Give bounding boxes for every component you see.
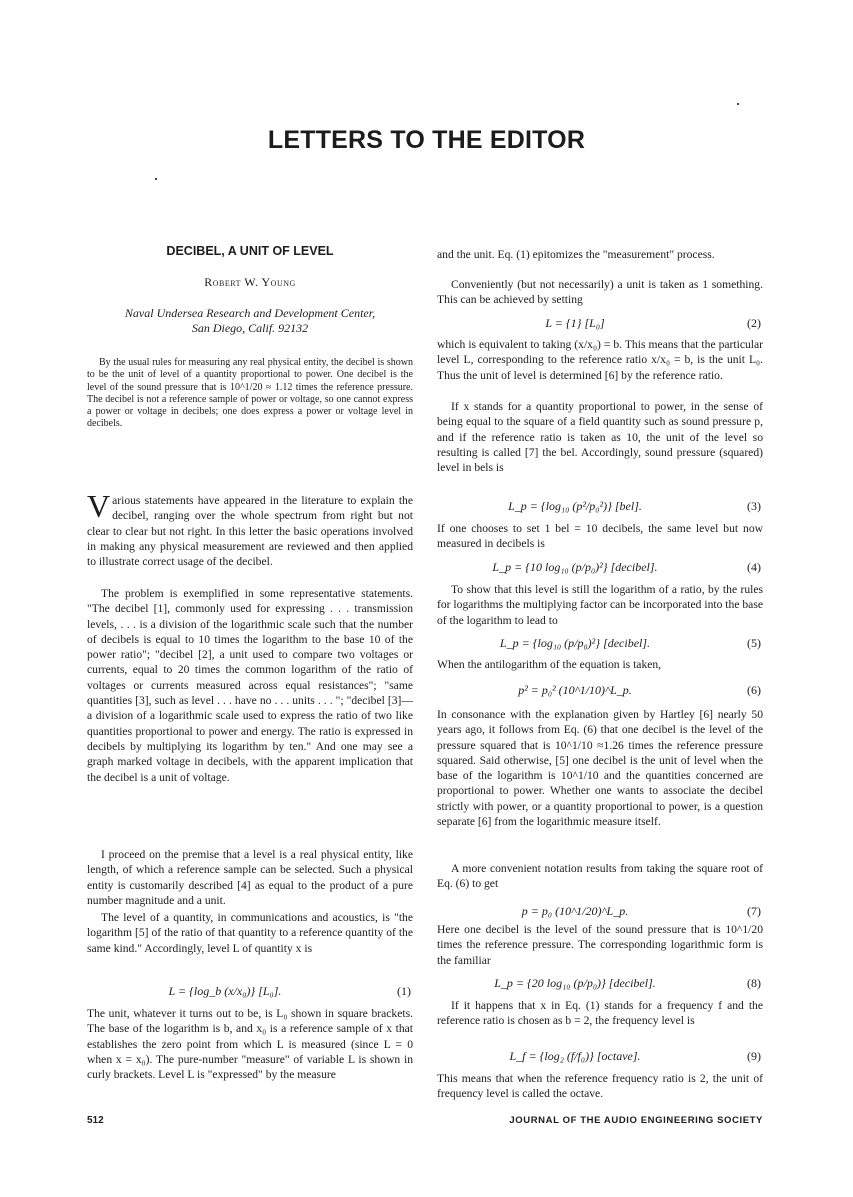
body-paragraph: The unit, whatever it turns out to be, is L₀ shown in square brackets. The base of the logarithm is b, and x₀ is a reference sample of x that establishes the zero point from which L is measured (since L = 0 when x = x₀). The pure-number "measure" of variable L is shown in curly brackets. Level L is "expressed" by the measure (87, 1007, 413, 1082)
page-number: 512 (87, 1115, 104, 1126)
body-paragraph: Here one decibel is the level of the sound pressure that is 10^1/20 times the reference pressure. The corresponding logarithmic form is the familiar (437, 923, 763, 967)
page-title: LETTERS TO THE EDITOR (267, 126, 586, 154)
body-paragraph: The level of a quantity, in communications and acoustics, is "the logarithm [5] of the ratio of that quantity to a reference quantity of the same kind." Accordingly, level L of quantity x is (87, 911, 413, 955)
equation-4 (437, 560, 763, 576)
equation-number: (4) (747, 560, 761, 574)
equation-number: (3) (747, 499, 761, 513)
body-paragraph: The problem is exemplified in some representative statements. "The decibel [1], commonly used for expressing . . . transmission levels, . . . is a division of the logarithmic scale such that the number of decibels is equal to 10 times the logarithm to the base 10 of the power ratio"; "decibel [2], a unit used to compare two voltages or currents, equal to 20 times the common logarithm of the ratio of voltages or currents measured across equal resistances"; "same quantities [3], such as level . . . have no . . . units . . . "; "decibel [3]—a division of a logarithmic scale used to express the ratio of two like quantities proportional to power and energy. The ratio is expressed in decibels by multiplying its logarithm by ten." And one may see a graph marked voltage in decibels, with the apparent implication that the decibel is a unit of voltage. (87, 587, 413, 784)
article-abstract: By the usual rules for measuring any real physical entity, the decibel is shown to be the unit of level of a quantity proportional to power. One decibel is the level of the sound pressure that is 10^1/20 ≈ 1.12 times the reference pressure. The decibel is not a reference sample of power or voltage, so one cannot express a power or voltage in decibels; one does express a power or voltage level in decibels. (87, 357, 413, 430)
equation-number: (2) (747, 316, 761, 330)
article-affiliation (87, 306, 413, 336)
equation-formula: L = {1} [L₀] (545, 316, 605, 330)
article-title: DECIBEL, A UNIT OF LEVEL (166, 244, 334, 258)
equation-1 (87, 984, 413, 1000)
scan-speck (737, 103, 739, 105)
equation-formula: p² = p₀² (10^1/10)^L_p. (518, 683, 632, 697)
equation-number: (9) (747, 1049, 761, 1063)
equation-number: (5) (747, 636, 761, 650)
equation-9 (437, 1049, 763, 1065)
equation-number: (6) (747, 683, 761, 697)
body-paragraph: If x stands for a quantity proportional to power, in the sense of being equal to the square of a field quantity such as sound pressure p, and if the reference ratio is taken as 10, the unit of the level so resulting is called [7] the bel. Accordingly, sound pressure (squared) level in bels is (437, 400, 763, 475)
drop-cap: V (87, 488, 111, 524)
affiliation-location: San Diego, Calif. 92132 (191, 321, 309, 335)
body-paragraph: which is equivalent to taking (x/x₀) = b. This means that the particular level L, corresponding to the reference ratio x/x₀ = b, is the unit L₀. Thus the unit of level is determined [6] by the reference ratio. (437, 338, 763, 382)
body-paragraph: This means that when the reference frequency ratio is 2, the unit of frequency level is called the octave. (437, 1072, 763, 1101)
body-paragraph: To show that this level is still the logarithm of a ratio, by the rules for logarithms the multiplying factor can be incorporated into the base of the logarithm to lead to (437, 583, 763, 627)
body-paragraph: If one chooses to set 1 bel = 10 decibels, the same level but now measured in decibels is (437, 522, 763, 551)
scan-speck (155, 178, 157, 180)
equation-formula: p = p₀ (10^1/20)^L_p. (521, 904, 629, 918)
equation-formula: L_p = {log₁₀ (p/p₀)²} [decibel]. (499, 636, 651, 650)
journal-name: JOURNAL OF THE AUDIO ENGINEERING SOCIETY (509, 1115, 763, 1126)
affiliation-name: Naval Undersea Research and Development Center, (124, 306, 376, 320)
equation-6 (437, 683, 763, 699)
equation-formula: L_p = {10 log₁₀ (p/p₀)²} [decibel]. (492, 560, 658, 574)
equation-7 (437, 904, 763, 920)
equation-8 (437, 976, 763, 992)
article-author: Robert W. Young (204, 275, 296, 289)
body-paragraph (87, 488, 413, 569)
equation-2 (437, 316, 763, 332)
equation-formula: L = {log_b (x/x₀)} [L₀]. (168, 984, 282, 998)
equation-3 (437, 499, 763, 515)
paragraph-text: arious statements have appeared in the literature to explain the decibel, ranging over the whole spectrum from right but not clear to clear but not right. In this letter the basic operations involved in making any physical measurement are reviewed and then applied to illustrate correct usage of the decibel. (87, 494, 413, 569)
body-paragraph: and the unit. Eq. (1) epitomizes the "measurement" process. (437, 248, 715, 261)
body-paragraph: Conveniently (but not necessarily) a unit is taken as 1 something. This can be achieved by setting (437, 278, 763, 307)
body-paragraph: When the antilogarithm of the equation is taken, (437, 658, 662, 671)
equation-formula: L_f = {log₂ (f/f₀)} [octave]. (509, 1049, 641, 1063)
body-paragraph: A more convenient notation results from taking the square root of Eq. (6) to get (437, 862, 763, 891)
equation-number: (8) (747, 976, 761, 990)
equation-number: (7) (747, 904, 761, 918)
body-paragraph: If it happens that x in Eq. (1) stands for a frequency f and the reference ratio is chosen as b = 2, the frequency level is (437, 999, 763, 1028)
equation-formula: L_p = {log₁₀ (p²/p₀²)} [bel]. (508, 499, 642, 513)
equation-formula: L_p = {20 log₁₀ (p/p₀)} [decibel]. (494, 976, 656, 990)
equation-5 (437, 636, 763, 652)
body-paragraph: I proceed on the premise that a level is a real physical entity, like length, of which a reference sample can be selected. Such a physical entity is customarily described [4] as equal to the product of a pure number magnitude and a unit. (87, 848, 413, 907)
equation-number: (1) (397, 984, 411, 998)
body-paragraph: In consonance with the explanation given by Hartley [6] nearly 50 years ago, it follows from Eq. (6) that one decibel is the level of the pressure squared that is 10^1/10 ≈1.26 times the reference pressure squared. Said otherwise, [5] one decibel is the unit of level when the base of the logarithm is 10^1/10 and the quantities concerned are proportional to power. Whether one wants to associate the decibel strictly with power, or a quantity proportional to power, is a question separate [6] from the logarithmic measure itself. (437, 708, 763, 829)
